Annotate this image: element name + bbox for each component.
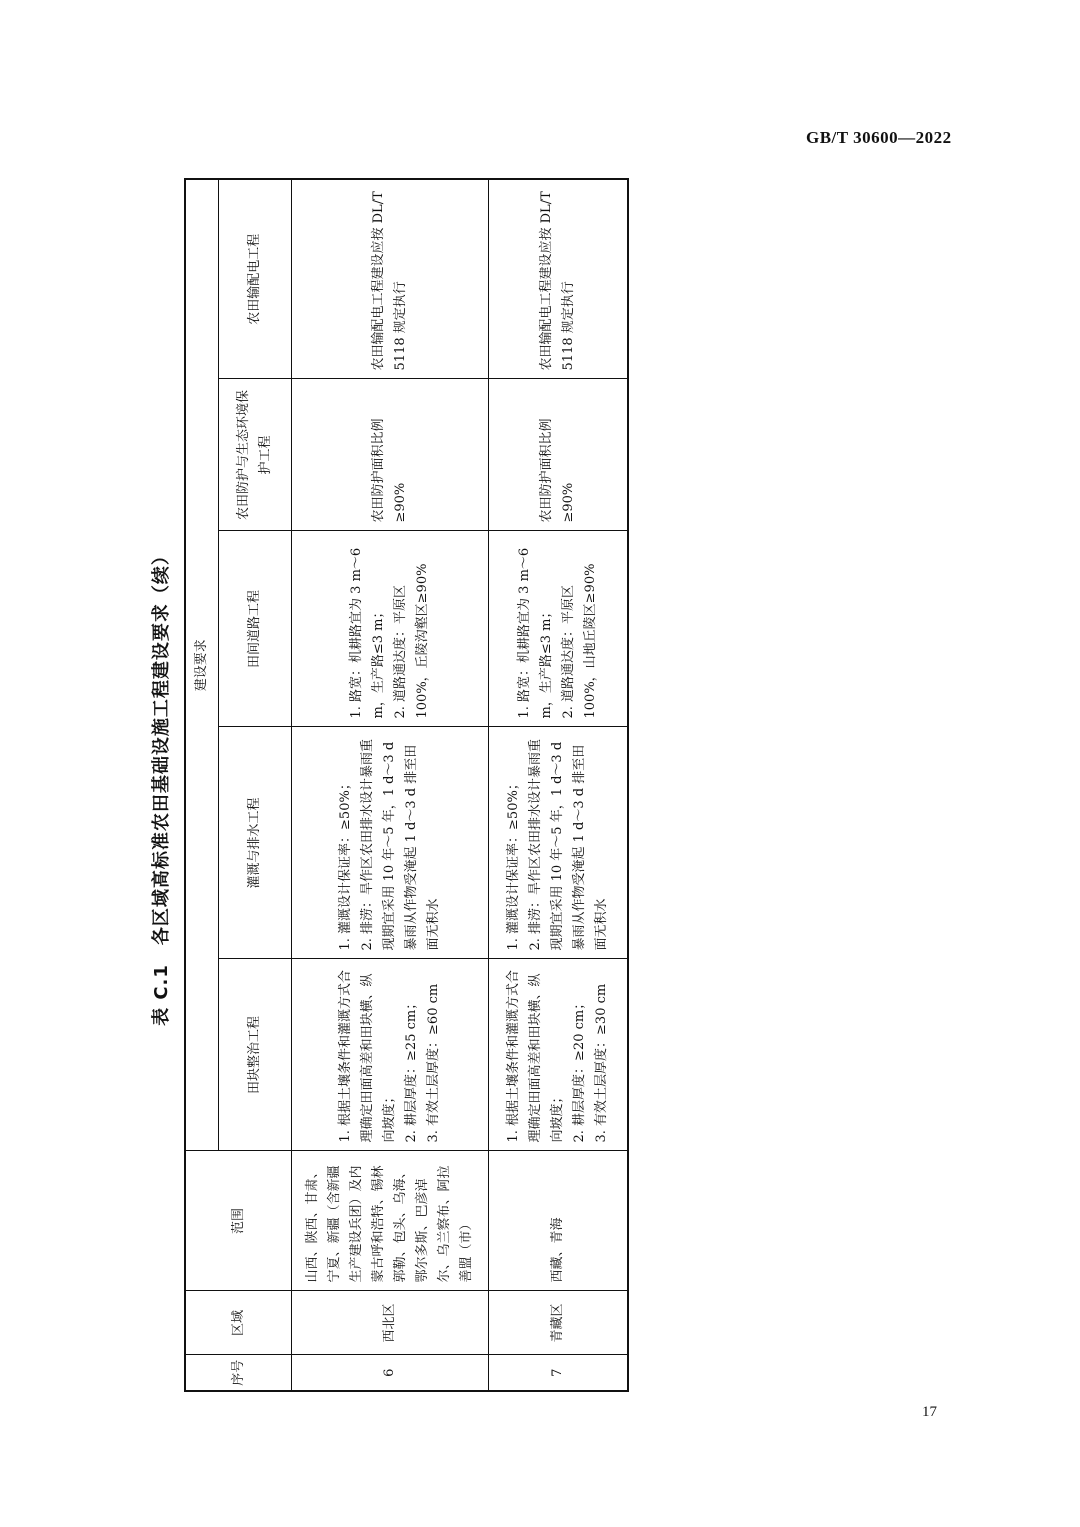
irrigation-item: 1. 灌溉设计保证率：≥50%；	[506, 777, 521, 951]
header-region: 区域	[185, 1291, 292, 1355]
row-power: 农田输配电工程建设应按 DL/T 5118 规定执行	[292, 179, 489, 379]
row-field-road	[489, 531, 629, 727]
table-row	[292, 179, 489, 1391]
land-leveling-item: 1. 根据土壤条件和灌溉方式合理确定田面高差和田块横、纵向坡度；	[506, 969, 565, 1143]
page-number: 17	[922, 1404, 937, 1420]
rotated-table-block	[140, 180, 665, 1392]
document-code: GB/T 30600—2022	[806, 128, 952, 147]
header-irrigation-drainage: 灌溉与排水工程	[219, 727, 292, 959]
land-leveling-item: 2. 耕层厚度：≥25 cm；	[404, 996, 419, 1143]
row-power: 农田输配电工程建设应按 DL/T 5118 规定执行	[489, 179, 629, 379]
table-title: 表 C.1 各区域高标准农田基础设施工程建设要求（续）	[151, 546, 172, 1026]
row-seq: 7	[489, 1355, 629, 1391]
field-road-item: 2. 道路通达度：平原区 100%，丘陵沟壑区≥90%	[393, 563, 430, 719]
row-land-leveling	[489, 959, 629, 1151]
requirements-table	[184, 178, 629, 1392]
row-land-leveling	[292, 959, 489, 1151]
field-road-item: 2. 道路通达度：平原区 100%，山地丘陵区≥90%	[561, 563, 598, 719]
header-requirements-group: 建设要求	[185, 179, 219, 1151]
land-leveling-item: 3. 有效土层厚度：≥30 cm	[594, 983, 609, 1143]
row-protection: 农田防护面积比例≥90%	[292, 379, 489, 531]
row-field-road	[292, 531, 489, 727]
header-power: 农田输配电工程	[219, 179, 292, 379]
row-irrigation-drainage	[489, 727, 629, 959]
row-protection: 农田防护面积比例≥90%	[489, 379, 629, 531]
irrigation-item: 1. 灌溉设计保证率：≥50%；	[338, 777, 353, 951]
header-protection: 农田防护与生态环境保护工程	[219, 379, 292, 531]
table-row	[489, 179, 629, 1391]
header-land-leveling: 田块整治工程	[219, 959, 292, 1151]
land-leveling-item: 3. 有效土层厚度：≥60 cm	[426, 983, 441, 1143]
header-scope: 范围	[185, 1151, 292, 1291]
header-field-road: 田间道路工程	[219, 531, 292, 727]
row-region: 青藏区	[489, 1291, 629, 1355]
header-seq: 序号	[185, 1355, 292, 1391]
row-scope: 西藏、青海	[489, 1151, 629, 1291]
land-leveling-item: 2. 耕层厚度：≥20 cm；	[572, 996, 587, 1143]
row-region: 西北区	[292, 1291, 489, 1355]
row-scope: 山西、陕西、甘肃、宁夏、新疆（含新疆生产建设兵团）及内蒙古呼和浩特、锡林郭勒、包头、乌海、鄂尔多斯、巴彦淖尔、乌兰察布、阿拉善盟（市）	[292, 1151, 489, 1291]
irrigation-item: 2. 排涝：旱作区农田排水设计暴雨重现期宜采用 10 年～5 年，1 d～3 d 暴雨从作物受淹起 1 d～3 d 排至田面无积水	[360, 738, 441, 951]
field-road-item: 1. 路宽：机耕路宜为 3 m～6 m，生产路≤3 m；	[349, 547, 386, 719]
field-road-item: 1. 路宽：机耕路宜为 3 m～6 m，生产路≤3 m；	[517, 547, 554, 719]
land-leveling-item: 1. 根据土壤条件和灌溉方式合理确定田面高差和田块横、纵向坡度；	[338, 969, 397, 1143]
irrigation-item: 2. 排涝：旱作区农田排水设计暴雨重现期宜采用 10 年～5 年，1 d～3 d 暴雨从作物受淹起 1 d～3 d 排至田面无积水	[528, 738, 609, 951]
row-irrigation-drainage	[292, 727, 489, 959]
row-seq: 6	[292, 1355, 489, 1391]
